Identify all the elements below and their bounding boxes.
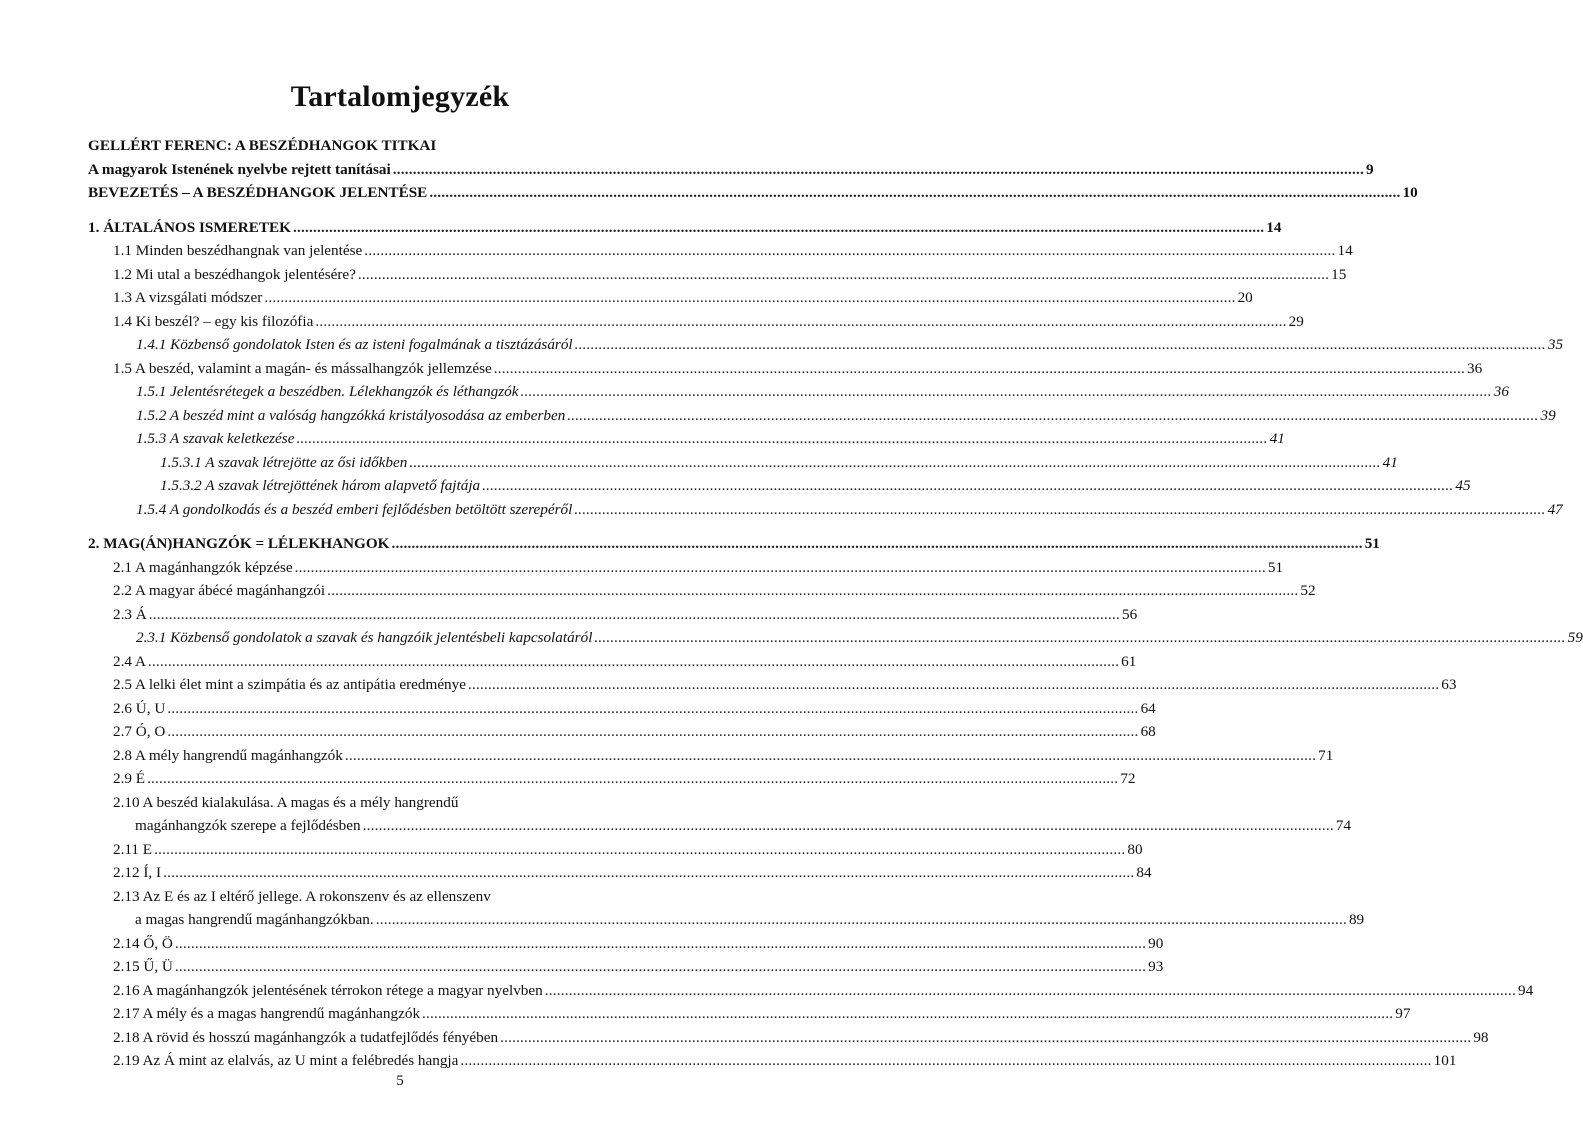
toc-page-number: 64 bbox=[1140, 699, 1156, 717]
toc-entry-text: 1.5.4 A gondolkodás és a beszéd emberi fejlődésben betöltött szerepéről bbox=[136, 500, 573, 518]
toc-entry[interactable] bbox=[88, 767, 1136, 791]
section-gap bbox=[88, 521, 711, 532]
toc-entry-text: 1.1 Minden beszédhangnak van jelentése bbox=[113, 242, 363, 259]
toc-entry[interactable] bbox=[88, 626, 1583, 650]
toc-entry[interactable] bbox=[88, 357, 1483, 381]
toc-entry-text: 2.6 Ú, U bbox=[113, 699, 166, 717]
toc-entry[interactable] bbox=[88, 474, 1471, 498]
leader-dots bbox=[391, 532, 1362, 556]
toc-page-number: 56 bbox=[1122, 605, 1138, 623]
toc-entry[interactable] bbox=[88, 1002, 1411, 1026]
toc-entry-2-10-line1[interactable]: 2.10 A beszéd kialakulása. A magas és a mély hangrendű bbox=[113, 793, 459, 811]
toc-entry[interactable] bbox=[88, 932, 1164, 956]
toc-entry-2-13[interactable] bbox=[88, 908, 1365, 932]
toc-page-number: 10 bbox=[1402, 184, 1418, 201]
toc-page-number: 89 bbox=[1348, 911, 1365, 928]
toc-page-number: 14 bbox=[1337, 242, 1353, 259]
toc-page-number: 80 bbox=[1127, 840, 1143, 858]
toc-page-number: 41 bbox=[1382, 453, 1398, 471]
toc-page-number: 9 bbox=[1366, 160, 1374, 178]
leader-dots bbox=[175, 955, 1146, 979]
toc-page-number: 94 bbox=[1517, 981, 1534, 999]
toc-entry-text: 2.2 A magyar ábécé magánhangzói bbox=[113, 582, 326, 599]
leader-dots bbox=[482, 474, 1453, 498]
toc-entry[interactable] bbox=[88, 532, 1380, 556]
leader-dots bbox=[364, 239, 1335, 263]
leader-dots bbox=[167, 697, 1138, 721]
toc-entry-text: 1.4 Ki beszél? – egy kis filozófia bbox=[113, 312, 314, 330]
toc-entry-text: 2.8 A mély hangrendű magánhangzók bbox=[113, 746, 343, 764]
leader-dots bbox=[422, 1002, 1393, 1026]
page-title: Tartalomjegyzék bbox=[290, 80, 510, 113]
toc-entry[interactable] bbox=[88, 158, 1374, 182]
toc-page-number: 52 bbox=[1300, 582, 1316, 599]
toc-entry-text: 1.4.1 Közbenső gondolatok Isten és az isteni fogalmának a tisztázásáról bbox=[136, 336, 573, 353]
toc-page-number: 101 bbox=[1433, 1052, 1457, 1069]
toc-entry[interactable] bbox=[88, 333, 1564, 357]
toc-page-number: 51 bbox=[1364, 535, 1380, 552]
toc-entry[interactable] bbox=[88, 451, 1398, 475]
toc-entry[interactable] bbox=[88, 744, 1334, 768]
leader-dots bbox=[295, 556, 1266, 580]
toc-page-number: 59 bbox=[1567, 629, 1583, 646]
table-of-contents bbox=[88, 134, 1583, 1073]
leader-dots bbox=[494, 357, 1465, 381]
toc-entry-text: 2.11 E bbox=[113, 840, 153, 858]
toc-group-section2b bbox=[88, 838, 1152, 885]
toc-page-number: 63 bbox=[1441, 676, 1457, 693]
toc-entry-text: A magyarok Istenének nyelvbe rejtett tanításai bbox=[88, 160, 391, 178]
toc-entry[interactable] bbox=[88, 1049, 1457, 1073]
toc-entry-text: 1. ÁLTALÁNOS ISMERETEK bbox=[88, 218, 291, 236]
toc-entry[interactable] bbox=[88, 181, 1418, 205]
leader-dots bbox=[345, 744, 1316, 768]
toc-group-top bbox=[88, 158, 1418, 205]
toc-entry-text: 2.19 Az Á mint az elalvás, az U mint a felébredés hangja bbox=[113, 1052, 459, 1069]
toc-group-section2a bbox=[88, 532, 1583, 791]
leader-dots bbox=[315, 310, 1286, 334]
author-heading: GELLÉRT FERENC: A BESZÉDHANGOK TITKAI bbox=[88, 137, 437, 154]
toc-entry-text: 2. MAG(ÁN)HANGZÓK = LÉLEKHANGOK bbox=[88, 535, 390, 552]
toc-page-number: 98 bbox=[1473, 1028, 1489, 1046]
page-number-footer: 5 bbox=[396, 1073, 404, 1089]
leader-dots bbox=[567, 404, 1538, 428]
toc-entry[interactable] bbox=[88, 216, 1282, 240]
toc-entry-text: 2.3 Á bbox=[113, 605, 147, 623]
toc-entry-text: 1.3 A vizsgálati módszer bbox=[113, 289, 263, 306]
toc-entry-text: 2.7 Ó, O bbox=[113, 723, 166, 740]
toc-entry[interactable] bbox=[88, 650, 1137, 674]
toc-entry[interactable] bbox=[88, 498, 1563, 522]
toc-page-number: 36 bbox=[1466, 359, 1483, 377]
toc-entry-text: 1.5 A beszéd, valamint a magán- és mássalhangzók jellemzése bbox=[113, 359, 492, 377]
toc-entry[interactable] bbox=[88, 380, 1509, 404]
toc-entry-2-13-line1[interactable]: 2.13 Az E és az I eltérő jellege. A rokonszenv és az ellenszenv bbox=[113, 887, 491, 905]
toc-entry-text: 1.5.3.2 A szavak létrejöttének három alapvető fajtája bbox=[160, 477, 481, 494]
toc-page-number: 61 bbox=[1121, 652, 1137, 670]
toc-entry-text: BEVEZETÉS – A BESZÉDHANGOK JELENTÉSE bbox=[88, 184, 428, 201]
toc-entry-text: magánhangzók szerepe a fejlődésben bbox=[135, 817, 361, 834]
leader-dots bbox=[393, 158, 1364, 182]
toc-page-number: 36 bbox=[1493, 383, 1509, 400]
toc-entry-text: 2.1 A magánhangzók képzése bbox=[113, 558, 293, 576]
leader-dots bbox=[500, 1026, 1471, 1050]
leader-dots bbox=[327, 579, 1298, 603]
leader-dots bbox=[545, 979, 1516, 1003]
toc-entry[interactable] bbox=[88, 720, 1156, 744]
toc-page-number: 29 bbox=[1288, 312, 1304, 330]
toc-entry[interactable] bbox=[88, 579, 1316, 603]
leader-dots bbox=[163, 861, 1134, 885]
leader-dots bbox=[149, 603, 1120, 627]
toc-page-number: 15 bbox=[1331, 265, 1347, 283]
toc-page-number: 39 bbox=[1540, 406, 1556, 424]
toc-entry[interactable] bbox=[88, 427, 1285, 451]
toc-page-number: 35 bbox=[1547, 336, 1564, 353]
toc-entry[interactable] bbox=[88, 955, 1164, 979]
leader-dots bbox=[460, 1049, 1431, 1073]
toc-entry[interactable] bbox=[88, 697, 1156, 721]
toc-entry[interactable] bbox=[88, 310, 1304, 334]
toc-page-number: 20 bbox=[1237, 289, 1253, 306]
leader-dots bbox=[296, 427, 1267, 451]
toc-entry-2-10[interactable] bbox=[88, 814, 1352, 838]
toc-page-number: 45 bbox=[1455, 477, 1471, 494]
toc-page-number: 14 bbox=[1266, 218, 1282, 236]
leader-dots bbox=[575, 333, 1546, 357]
leader-dots bbox=[154, 838, 1125, 862]
leader-dots bbox=[363, 814, 1334, 838]
leader-dots bbox=[264, 286, 1235, 310]
toc-entry-text: 2.5 A lelki élet mint a szimpátia és az antipátia eredménye bbox=[113, 676, 466, 693]
leader-dots bbox=[594, 626, 1565, 650]
toc-entry[interactable] bbox=[88, 404, 1556, 428]
toc-entry[interactable] bbox=[88, 239, 1353, 263]
toc-entry-text: 2.18 A rövid és hosszú magánhangzók a tudatfejlődés fényében bbox=[113, 1028, 499, 1046]
leader-dots bbox=[429, 181, 1400, 205]
toc-page-number: 72 bbox=[1120, 770, 1136, 787]
toc-page-number: 71 bbox=[1318, 746, 1334, 764]
toc-page-number: 51 bbox=[1267, 558, 1284, 576]
toc-page-number: 93 bbox=[1148, 958, 1164, 975]
toc-entry-text: 2.12 Í, I bbox=[113, 864, 162, 881]
leader-dots bbox=[293, 216, 1264, 240]
section-gap bbox=[88, 205, 711, 216]
toc-entry[interactable] bbox=[88, 286, 1253, 310]
leader-dots bbox=[409, 451, 1380, 475]
toc-page-number: 68 bbox=[1140, 723, 1156, 740]
toc-page-number: 47 bbox=[1547, 500, 1563, 518]
leader-dots bbox=[358, 263, 1329, 287]
toc-entry-text: 2.3.1 Közbenső gondolatok a szavak és hangzóik jelentésbeli kapcsolatáról bbox=[136, 629, 593, 646]
toc-entry-text: 1.5.3.1 A szavak létrejötte az ősi időkben bbox=[160, 453, 408, 471]
leader-dots bbox=[574, 498, 1545, 522]
toc-entry[interactable] bbox=[88, 556, 1284, 580]
toc-entry-text: 1.5.3 A szavak keletkezése bbox=[136, 430, 295, 447]
toc-entry-text: 2.16 A magánhangzók jelentésének térrokon rétege a magyar nyelvben bbox=[113, 981, 543, 999]
toc-entry-text: 2.4 A bbox=[113, 652, 146, 670]
leader-dots bbox=[147, 767, 1118, 791]
toc-group-section1 bbox=[88, 216, 1564, 522]
toc-entry[interactable] bbox=[88, 673, 1457, 697]
leader-dots bbox=[167, 720, 1138, 744]
toc-entry-text: 1.5.2 A beszéd mint a valóság hangzókká kristályosodása az emberben bbox=[136, 406, 566, 424]
toc-page-number: 97 bbox=[1395, 1005, 1411, 1022]
leader-dots bbox=[468, 673, 1439, 697]
toc-entry[interactable] bbox=[88, 263, 1347, 287]
toc-entry-text: 2.9 É bbox=[113, 770, 146, 787]
toc-entry-text: 2.14 Ő, Ö bbox=[113, 934, 173, 952]
toc-entry-text: 2.17 A mély és a magas hangrendű magánhangzók bbox=[113, 1005, 421, 1022]
toc-page-number: 41 bbox=[1269, 430, 1285, 447]
toc-page-number: 84 bbox=[1136, 864, 1152, 881]
toc-entry[interactable] bbox=[88, 979, 1534, 1003]
toc-page-number: 90 bbox=[1148, 934, 1164, 952]
leader-dots bbox=[376, 908, 1347, 932]
leader-dots bbox=[148, 650, 1119, 674]
toc-entry[interactable] bbox=[88, 603, 1138, 627]
toc-entry-text: 2.15 Ű, Ü bbox=[113, 958, 173, 975]
toc-entry[interactable] bbox=[88, 838, 1143, 862]
toc-entry-text: 1.2 Mi utal a beszédhangok jelentésére? bbox=[113, 265, 356, 283]
leader-dots bbox=[521, 380, 1492, 404]
toc-entry-text: a magas hangrendű magánhangzókban. bbox=[135, 911, 374, 928]
toc-group-section2c bbox=[88, 932, 1534, 1073]
toc-entry-text: 1.5.1 Jelentésrétegek a beszédben. Lélekhangzók és léthangzók bbox=[136, 383, 519, 400]
leader-dots bbox=[175, 932, 1146, 956]
toc-entry[interactable] bbox=[88, 861, 1152, 885]
toc-page-number: 74 bbox=[1335, 817, 1352, 834]
toc-entry[interactable] bbox=[88, 1026, 1489, 1050]
